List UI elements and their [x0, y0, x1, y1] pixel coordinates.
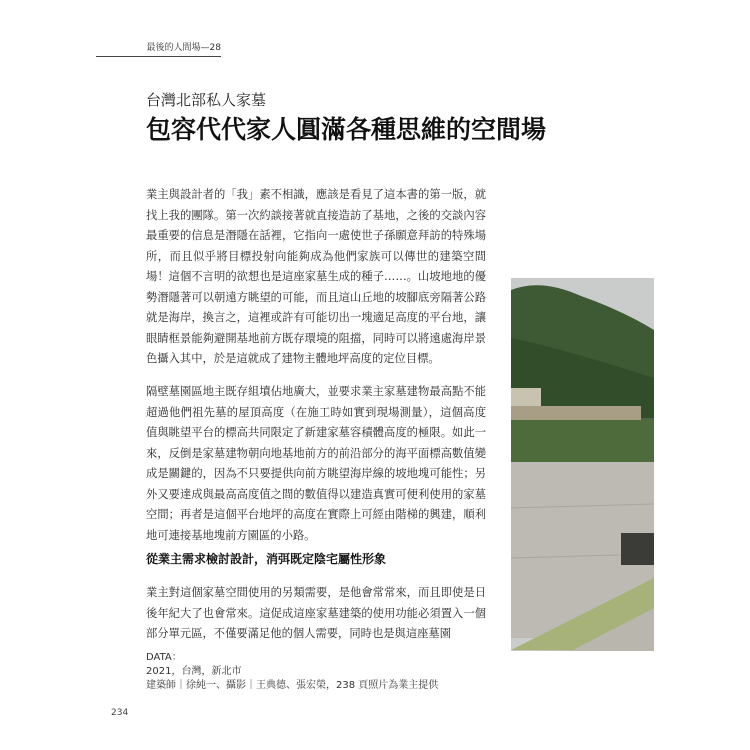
photo-dark-panel — [621, 533, 654, 565]
article-title: 包容代代家人圓滿各種思維的空間場 — [146, 115, 547, 144]
data-credits: 建築師｜徐純一、攝影｜王典德、張宏榮，238 頁照片為業主提供 — [146, 680, 439, 691]
data-year-location: 2021，台灣，新北市 — [146, 666, 242, 677]
body-paragraph-3: 業主對這個家墓空間使用的另類需要，是他會常常來，而且即使是日後年紀大了也會常來。這促成這座家墓建築的使用功能必須置入一個部分單元區，不僅要滿足他的個人需要，同時也是與這座墓園 — [146, 586, 486, 640]
section-subheading: 從業主需求檢討設計，消弭既定陰宅屬性形象 — [146, 552, 387, 566]
page-number: 234 — [111, 708, 129, 718]
body-paragraph-2: 隔壁墓園區地主既存組墳佔地廣大，並要求業主家墓建物最高點不能超過他們祖先墓的屋頂高度（在施工時如實到現場測量），這個高度值與眺望平台的標高共同限定了新建家墓容積體高度的極限。如此一來，反倒是家墓建物朝向地基地前方的前沿部分的海平面標高數值變成是關鍵的，因為不只要提供向前方眺望海岸線的坡地塊可能性；另外又要達成與最高高度值之間的數值得以建造真實可便利使用的家墓空間；再者是這個平台地坪的高度在實際上可經由階梯的興建，順利地可連接基地塊前方園區的小路。 — [146, 385, 486, 542]
project-data — [146, 651, 438, 693]
data-label: DATA： — [146, 652, 182, 663]
tomb-photo — [511, 278, 654, 651]
article-kicker: 台灣北部私人家墓 — [146, 91, 267, 109]
photo-roof-band — [511, 406, 641, 420]
photo-roof-ledge — [511, 388, 541, 408]
body-paragraph-1: 業主與設計者的「我」素不相識，應該是看見了這本書的第一版，就找上我的團隊。第一次約談接著就直接造訪了基地，之後的交談內容最重要的信息是潛隱在話裡，它指向一處使世子孫願意拜訪的特殊場所，而且似乎將目標投射向能夠成為他們家族可以傳世的建築空間場！這個不言明的欲想也是這座家墓生成的種子……。山坡地地的優勢潛隱著可以朝遠方眺望的可能，而且這山丘地的坡腳底旁隔著公路就是海岸，換言之，這裡或許有可能切出一塊適足高度的平台地，讓眼睛框景能夠避開基地前方既存環境的阻擋，同時可以將遠處海岸景色攝入其中，於是這就成了建物主體地坪高度的定位目標。 — [146, 188, 486, 365]
running-head: 最後的人間場—28 — [96, 40, 221, 57]
photo-hedge — [511, 420, 654, 462]
